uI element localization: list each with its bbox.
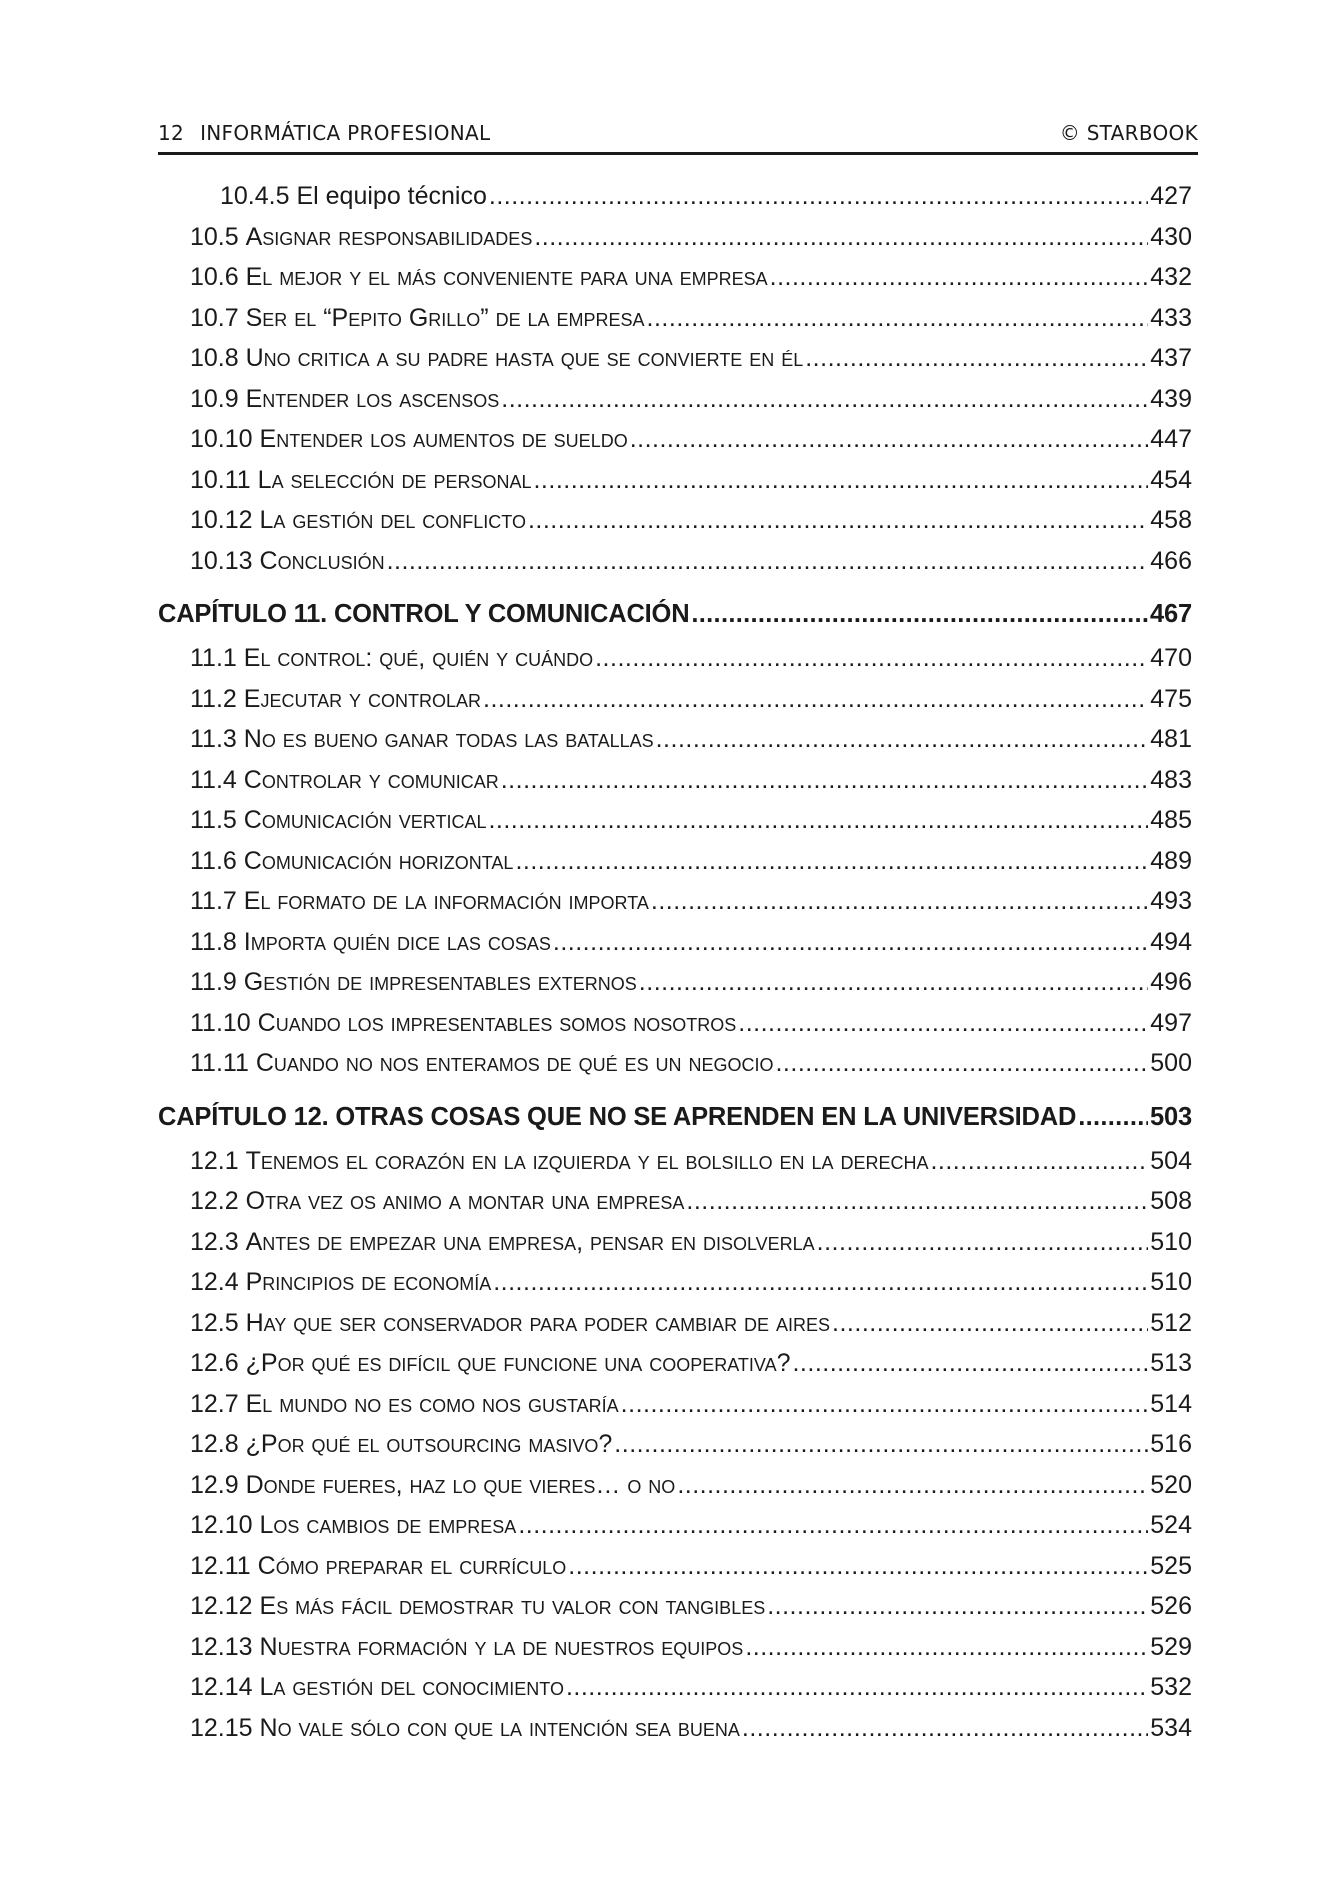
toc-entry-number: 11.6: [190, 846, 237, 875]
dot-leader: [595, 638, 1148, 679]
toc-entry-text: Comunicación horizontal: [243, 846, 514, 875]
toc-entry: [158, 1465, 1192, 1506]
toc-entry-number: 11.2: [190, 684, 237, 713]
toc-entry-number: 12.15: [190, 1713, 253, 1742]
toc-entry-title: [190, 638, 593, 679]
dot-leader: [770, 257, 1149, 298]
toc-entry-text: No es bueno ganar todas las batallas: [243, 725, 654, 753]
toc-entry-page: 432: [1150, 263, 1192, 291]
dot-leader: [553, 922, 1148, 963]
dot-leader: [738, 1003, 1148, 1044]
toc-entry-title: [190, 1627, 743, 1668]
dot-leader: [568, 1546, 1148, 1587]
toc-entry: [158, 679, 1192, 720]
toc-entry-title: [190, 1303, 830, 1344]
dot-leader: [501, 379, 1148, 420]
toc-entry-text: Entender los ascensos: [245, 384, 500, 413]
dot-leader: [533, 460, 1148, 501]
toc-entry-page: 483: [1150, 765, 1192, 794]
toc-entry-title: [190, 1043, 773, 1084]
toc-entry-text: Los cambios de empresa: [259, 1511, 517, 1539]
toc-entry-text: La gestión del conflicto: [259, 506, 526, 534]
toc-entry: [158, 176, 1192, 217]
dot-leader: [534, 217, 1148, 258]
toc-entry-text: No vale sólo con que la intención sea buena: [259, 1713, 740, 1742]
header-left: [158, 121, 490, 145]
dot-leader: [489, 176, 1148, 217]
toc-entry: [158, 1586, 1192, 1627]
dot-leader: [647, 298, 1149, 339]
toc-entry-page: 513: [1150, 1349, 1192, 1377]
toc-entry-page: 475: [1150, 684, 1192, 713]
dot-leader: [775, 1043, 1148, 1084]
toc-entry-number: 11.7: [190, 887, 237, 915]
dot-leader: [930, 1141, 1148, 1182]
toc-entry-page: 458: [1150, 506, 1192, 534]
toc-entry-text: ¿Por qué el outsourcing masivo?: [245, 1430, 613, 1458]
toc-entry: [158, 541, 1192, 582]
toc-entry-title: [190, 1343, 790, 1384]
toc-entry-number: 10.8: [190, 344, 239, 372]
toc-entry-page: 493: [1150, 887, 1192, 915]
running-header: [158, 118, 1198, 155]
toc-entry-text: Uno critica a su padre hasta que se convierte en él: [245, 344, 804, 372]
toc-entry-page: 529: [1150, 1632, 1192, 1661]
toc-entry: [158, 1262, 1192, 1303]
toc-entry-page: 503: [1150, 1102, 1192, 1131]
toc-entry-page: 497: [1150, 1008, 1192, 1037]
toc-entry: [158, 922, 1192, 963]
toc-entry-number: 12.11: [190, 1551, 251, 1580]
toc-entry-text: ¿Por qué es difícil que funcione una cooperativa?: [245, 1349, 791, 1377]
toc-entry-text: La selección de personal: [257, 465, 532, 494]
toc-entry-text: Entender los aumentos de sueldo: [259, 425, 628, 453]
toc-entry-page: 470: [1150, 644, 1192, 672]
toc-entry-page: 437: [1150, 344, 1192, 372]
toc-entry-page: 512: [1150, 1308, 1192, 1337]
toc-entry-text: El equipo técnico: [296, 182, 487, 210]
toc-entry-title: [190, 1546, 566, 1587]
toc-entry-page: 485: [1150, 806, 1192, 834]
toc-entry-title: [190, 338, 803, 379]
toc-entry-page: 481: [1150, 725, 1192, 753]
toc-entry-page: 466: [1150, 546, 1192, 575]
toc-entry-number: 10.11: [190, 465, 251, 494]
toc-entry: [158, 1627, 1192, 1668]
toc-entry-text: El mejor y el más conveniente para una empresa: [245, 263, 768, 291]
toc-entry-number: 10.13: [190, 546, 253, 575]
toc-entry-text: Antes de empezar una empresa, pensar en disolverla: [245, 1227, 815, 1256]
toc-entry-title: [190, 217, 532, 258]
toc-entry-page: 534: [1150, 1713, 1192, 1742]
toc-entry: [158, 841, 1192, 882]
toc-entry: [158, 638, 1192, 679]
dot-leader: [742, 1708, 1148, 1749]
toc-entry-text: Controlar y comunicar: [243, 765, 499, 794]
toc-entry-title: [190, 419, 628, 460]
dot-leader: [656, 719, 1149, 760]
toc-entry-title: [190, 1708, 740, 1749]
dot-leader: [387, 541, 1149, 582]
toc-entry: [158, 1003, 1192, 1044]
toc-entry-title: [190, 379, 499, 420]
dot-leader: [745, 1627, 1148, 1668]
toc-entry-title: [190, 760, 499, 801]
toc-entry-text: Principios de economía: [245, 1268, 492, 1296]
toc-entry-text: Comunicación vertical: [243, 806, 487, 834]
toc-entry-title: [190, 881, 649, 922]
dot-leader: [621, 1384, 1149, 1425]
toc-entry-title: [190, 460, 531, 501]
toc-entry-text: Nuestra formación y la de nuestros equipos: [259, 1632, 744, 1661]
toc-entry-text: Importa quién dice las cosas: [243, 927, 551, 956]
toc-entry-text: Es más fácil demostrar tu valor con tangibles: [259, 1592, 766, 1620]
toc-entry-number: 10.6: [190, 263, 239, 291]
toc-entry-number: 11.5: [190, 806, 237, 834]
toc-entry-number: 12.6: [190, 1349, 239, 1377]
toc-entry-text: Conclusión: [259, 546, 385, 575]
toc-entry-text: Gestión de impresentables externos: [243, 968, 637, 996]
toc-entry-number: CAPÍTULO 12.: [158, 1102, 329, 1131]
toc-entry-title: [190, 1384, 619, 1425]
toc-entry-number: 10.9: [190, 384, 239, 413]
toc-entry-text: Hay que ser conservador para poder cambiar de aires: [245, 1308, 831, 1337]
toc-entry-title: [190, 500, 526, 541]
toc-entry: [158, 962, 1192, 1003]
toc-entry: [158, 1384, 1192, 1425]
toc-entry-number: 11.1: [190, 644, 237, 672]
toc-entry: [158, 1505, 1192, 1546]
toc-entry-page: 510: [1150, 1227, 1192, 1256]
dot-leader: [639, 962, 1148, 1003]
toc-entry-page: 427: [1150, 182, 1192, 210]
toc-entry-text: Donde fueres, haz lo que vieres… o no: [245, 1470, 676, 1499]
toc-entry-number: 12.12: [190, 1592, 253, 1620]
toc-entry-title: [190, 1222, 815, 1263]
toc-entry-title: [190, 962, 637, 1003]
toc-entry-page: 520: [1150, 1470, 1192, 1499]
toc-entry-page: 433: [1150, 303, 1192, 332]
dot-leader: [686, 1181, 1148, 1222]
toc-entry: [158, 338, 1192, 379]
toc-entry-title: [190, 1181, 684, 1222]
toc-entry-number: CAPÍTULO 11.: [158, 600, 328, 628]
dot-leader: [566, 1667, 1148, 1708]
header-page-number: 12: [158, 121, 185, 145]
toc-entry-text: Cuando no nos enteramos de qué es un negocio: [255, 1049, 774, 1077]
toc-entry: [158, 1303, 1192, 1344]
toc-entry-number: 12.9: [190, 1470, 239, 1499]
toc-entry-page: 516: [1150, 1430, 1192, 1458]
toc-entry-number: 11.8: [190, 927, 237, 956]
toc-entry-number: 11.10: [190, 1008, 251, 1037]
toc-entry-number: 12.7: [190, 1389, 239, 1418]
header-publisher: © STARBOOK: [1059, 121, 1198, 145]
toc-entry: [158, 1424, 1192, 1465]
toc-entry-number: 11.3: [190, 725, 237, 753]
dot-leader: [817, 1222, 1149, 1263]
toc-entry-page: 525: [1150, 1551, 1192, 1580]
toc-entry: [158, 217, 1192, 258]
toc-entry-page: 494: [1150, 927, 1192, 956]
toc-entry-text: Asignar responsabilidades: [245, 222, 533, 251]
toc-entry: [158, 1181, 1192, 1222]
toc-entry-number: 12.10: [190, 1511, 253, 1539]
toc-entry: [158, 719, 1192, 760]
toc-entry-page: 489: [1150, 846, 1192, 875]
toc-entry-number: 12.5: [190, 1308, 239, 1337]
dot-leader: [515, 841, 1148, 882]
dot-leader: [483, 679, 1148, 720]
toc-entry-text: El mundo no es como nos gustaría: [245, 1389, 619, 1418]
toc-entry-title: [190, 257, 768, 298]
toc-entry-title: [190, 1141, 928, 1182]
toc-entry-text: La gestión del conocimiento: [259, 1673, 564, 1701]
toc-entry: [158, 1343, 1192, 1384]
toc-entry: [158, 760, 1192, 801]
toc-entry-number: 12.3: [190, 1227, 239, 1256]
toc-entry-text: Cuando los impresentables somos nosotros: [257, 1008, 737, 1037]
toc-entry: [158, 379, 1192, 420]
dot-leader: [518, 1505, 1148, 1546]
toc-entry: [158, 1667, 1192, 1708]
toc-entry-text: Ser el “Pepito Grillo” de la empresa: [245, 303, 645, 332]
dot-leader: [630, 419, 1149, 460]
toc-entry-page: 514: [1150, 1389, 1192, 1418]
toc-entry-number: 10.5: [190, 222, 239, 251]
dot-leader: [677, 1465, 1148, 1506]
toc-entry-title: [190, 1003, 736, 1044]
toc-entry-text: Cómo preparar el currículo: [257, 1551, 567, 1580]
dot-leader: [805, 338, 1148, 379]
toc-entry-page: 439: [1150, 384, 1192, 413]
toc-entry-number: 12.13: [190, 1632, 253, 1661]
toc-entry-title: [190, 719, 654, 760]
toc-entry-text: Otra vez os animo a montar una empresa: [245, 1187, 685, 1215]
toc-entry-text: Ejecutar y controlar: [243, 684, 482, 713]
toc-entry: [158, 460, 1192, 501]
dot-leader: [792, 1343, 1148, 1384]
toc-entry: [158, 1043, 1192, 1084]
toc-entry-title: [190, 1505, 516, 1546]
toc-entry-number: 10.4.5: [220, 182, 290, 210]
toc-entry-page: 532: [1150, 1673, 1192, 1701]
toc-entry-title: [190, 800, 486, 841]
toc-entry-page: 526: [1150, 1592, 1192, 1620]
toc-entry-page: 508: [1150, 1187, 1192, 1215]
toc-entry: [158, 1708, 1192, 1749]
toc-entry-number: 10.12: [190, 506, 253, 534]
toc-entry-page: 504: [1150, 1146, 1192, 1175]
toc-entry-page: 447: [1150, 425, 1192, 453]
toc-entry-title: [190, 541, 385, 582]
toc-entry-title: [190, 679, 481, 720]
dot-leader: [488, 800, 1148, 841]
toc-entry-title: [190, 1586, 765, 1627]
toc-entry-title: [190, 922, 551, 963]
toc-entry-title: [190, 1465, 675, 1506]
dot-leader: [501, 760, 1149, 801]
toc-entry-title: [190, 1262, 491, 1303]
toc-entry-number: 12.1: [190, 1146, 239, 1175]
toc-entry-page: 524: [1150, 1511, 1192, 1539]
dot-leader: [651, 881, 1148, 922]
toc-entry-title: [190, 841, 513, 882]
toc-entry-title: [220, 176, 487, 217]
toc-entry: [158, 257, 1192, 298]
toc-entry: [158, 298, 1192, 339]
toc-entry-number: 12.4: [190, 1268, 239, 1296]
toc-entry-title: [190, 298, 645, 339]
toc-entry-number: 10.10: [190, 425, 253, 453]
toc-entry-text: OTRAS COSAS QUE NO SE APRENDEN EN LA UNIVERSIDAD: [335, 1102, 1077, 1131]
toc-entry-number: 12.2: [190, 1187, 239, 1215]
header-book-title: INFORMÁTICA PROFESIONAL: [200, 121, 491, 145]
toc-entry-page: 430: [1150, 222, 1192, 251]
dot-leader: [528, 500, 1148, 541]
toc-entry-page: 496: [1150, 968, 1192, 996]
toc-chapter-entry: [158, 581, 1192, 638]
toc-entry-title: [190, 1667, 564, 1708]
toc-entry-text: CONTROL Y COMUNICACIÓN: [333, 600, 690, 628]
toc-chapter-entry: [158, 1084, 1192, 1141]
toc-entry: [158, 419, 1192, 460]
dot-leader: [614, 1424, 1148, 1465]
toc-entry-page: 510: [1150, 1268, 1192, 1296]
toc-entry-number: 11.11: [190, 1049, 249, 1077]
toc-entry-number: 12.14: [190, 1673, 253, 1701]
toc-entry: [158, 1222, 1192, 1263]
toc-entry-number: 11.4: [190, 765, 237, 794]
table-of-contents: [158, 176, 1192, 1748]
toc-entry-number: 11.9: [190, 968, 237, 996]
toc-entry-page: 454: [1150, 465, 1192, 494]
toc-entry-title: [190, 1424, 612, 1465]
toc-entry-text: Tenemos el corazón en la izquierda y el bolsillo en la derecha: [245, 1146, 929, 1175]
toc-entry: [158, 800, 1192, 841]
toc-entry: [158, 1546, 1192, 1587]
toc-entry-page: 500: [1150, 1049, 1192, 1077]
toc-entry-text: El formato de la información importa: [243, 887, 649, 915]
toc-entry-page: 467: [1150, 600, 1192, 628]
toc-entry-text: El control: qué, quién y cuándo: [243, 644, 594, 672]
dot-leader: [832, 1303, 1148, 1344]
toc-entry: [158, 881, 1192, 922]
toc-entry: [158, 1141, 1192, 1182]
toc-entry-number: 10.7: [190, 303, 239, 332]
dot-leader: [493, 1262, 1148, 1303]
dot-leader: [767, 1586, 1148, 1627]
toc-entry-number: 12.8: [190, 1430, 239, 1458]
toc-entry: [158, 500, 1192, 541]
